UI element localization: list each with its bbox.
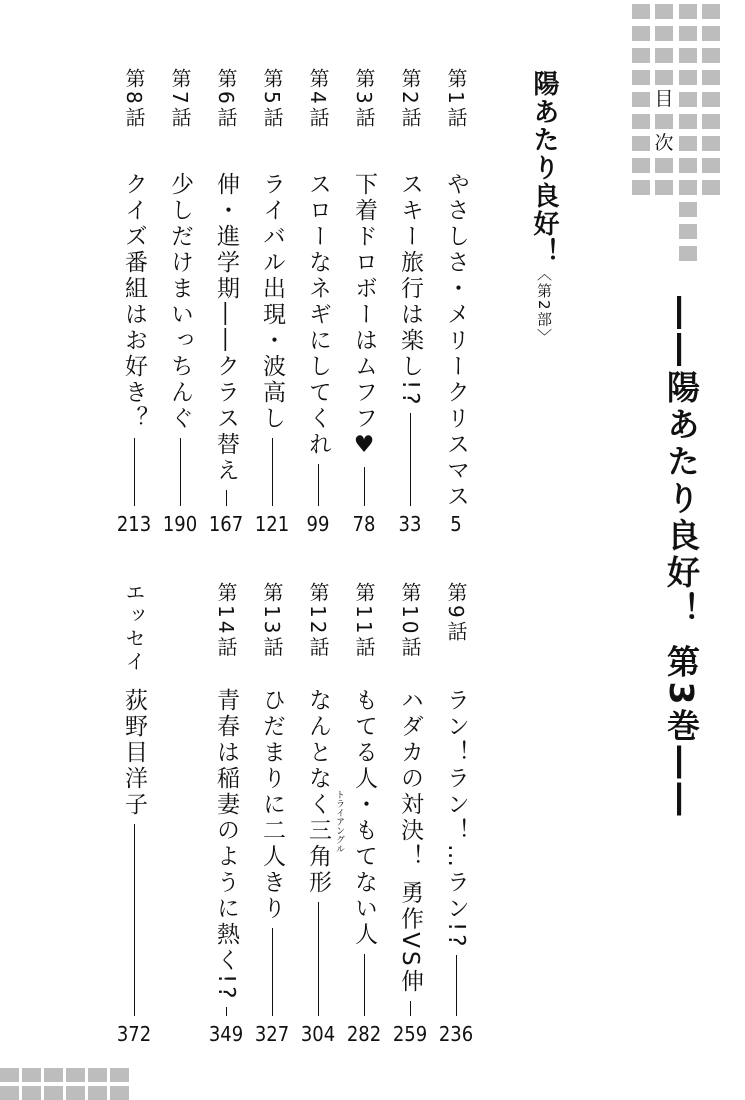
leader-line (318, 902, 319, 1016)
chapter-ruby: トライアングル (334, 790, 344, 853)
leader-line (226, 1007, 227, 1016)
grid-cell (679, 224, 697, 239)
chapter-title: スローなネギにしてくれ (305, 172, 331, 458)
grid-cell (632, 26, 650, 41)
toc-heading-char-2: 次 (654, 132, 674, 154)
chapter-label: 第9話 (444, 582, 468, 644)
chapter-title: 下着ドロボーはムフフ♥ (351, 172, 377, 461)
part-subtitle: 〈第2部〉 (535, 266, 553, 346)
strip-cell (0, 1086, 19, 1100)
grid-cell (679, 114, 697, 129)
grid-cell (702, 114, 720, 129)
chapter-label: 第10話 (398, 582, 422, 660)
chapter-page-number: 372 (116, 1022, 152, 1046)
grid-cell (655, 26, 673, 41)
grid-cell (655, 114, 673, 129)
chapter-title: 荻野目洋子 (121, 688, 147, 818)
grid-cell (679, 70, 697, 85)
chapter-page-number: 213 (116, 512, 152, 536)
grid-cell (702, 158, 720, 173)
chapter-page-number: 167 (208, 512, 244, 536)
chapter-title: なんとなく三角形 (305, 688, 331, 896)
strip-cell (66, 1086, 85, 1100)
chapter-label: 第2話 (398, 68, 422, 130)
strip-cell (44, 1068, 63, 1082)
bottom-decoration (0, 1068, 140, 1100)
leader-line (318, 464, 319, 506)
leader-line (410, 1001, 411, 1016)
grid-cell (702, 48, 720, 63)
chapter-label: 第3話 (352, 68, 376, 130)
chapter-label: 第7話 (168, 68, 192, 130)
grid-cell (632, 114, 650, 129)
chapter-label: 第1話 (444, 68, 468, 130)
part-title (526, 70, 563, 346)
chapter-title: ラン！ラン！…ラン!? (443, 688, 469, 950)
strip-cell (88, 1086, 107, 1100)
grid-cell (632, 136, 650, 151)
grid-cell (632, 180, 650, 195)
leader-line (272, 438, 273, 506)
chapter-label: 第6話 (214, 68, 238, 130)
chapter-title: 少しだけまいっちんぐ (167, 172, 193, 432)
grid-cell (679, 158, 697, 173)
leader-line (134, 824, 135, 1016)
leader-line (410, 413, 411, 506)
grid-cell (702, 92, 720, 107)
grid-cell (679, 246, 697, 261)
grid-cell (655, 180, 673, 195)
grid-cell (655, 48, 673, 63)
chapter-page-number: 33 (398, 512, 422, 536)
chapter-label: 第4話 (306, 68, 330, 130)
grid-cell (632, 70, 650, 85)
strip-cell (44, 1086, 63, 1100)
strip-cell (110, 1086, 129, 1100)
leader-line (226, 490, 227, 506)
leader-line (180, 438, 181, 506)
chapter-title: もてる人・もてない人 (351, 688, 377, 948)
toc-header-grid (632, 4, 744, 266)
chapter-label: 第12話 (306, 582, 330, 660)
leader-line (134, 438, 135, 506)
grid-cell (655, 4, 673, 19)
chapter-title: ハダカの対決！ 勇作VS伸 (397, 688, 423, 995)
chapter-title: ライバル出現・波高し (259, 172, 285, 432)
chapter-page-number: 304 (300, 1022, 336, 1046)
chapter-page-number: 349 (208, 1022, 244, 1046)
chapter-label: 第14話 (214, 582, 238, 660)
grid-cell (679, 92, 697, 107)
chapter-label: 第8話 (122, 68, 146, 130)
strip-cell (88, 1068, 107, 1082)
chapter-page-number: 282 (346, 1022, 382, 1046)
strip-cell (0, 1068, 19, 1082)
chapter-label: 第11話 (352, 582, 376, 660)
grid-cell (655, 158, 673, 173)
strip-cell (22, 1068, 41, 1082)
grid-cell (632, 48, 650, 63)
grid-cell (679, 26, 697, 41)
chapter-page-number: 99 (306, 512, 330, 536)
grid-cell (679, 202, 697, 217)
grid-cell (632, 4, 650, 19)
chapter-title: やさしさ・メリークリスマス (443, 172, 469, 510)
grid-cell (702, 136, 720, 151)
grid-cell (702, 70, 720, 85)
grid-cell (632, 158, 650, 173)
grid-cell (655, 70, 673, 85)
chapter-label: 第13話 (260, 582, 284, 660)
chapter-title: ひだまりに二人きり (259, 688, 285, 922)
chapter-page-number: 121 (254, 512, 290, 536)
leader-line (364, 467, 365, 506)
strip-cell (110, 1068, 129, 1082)
chapter-page-number: 5 (450, 512, 462, 536)
grid-cell (702, 4, 720, 19)
chapter-page-number: 78 (352, 512, 376, 536)
grid-cell (632, 92, 650, 107)
grid-cell (679, 4, 697, 19)
chapter-label: エッセイ (122, 582, 146, 674)
grid-cell (702, 26, 720, 41)
strip-cell (22, 1086, 41, 1100)
grid-cell (679, 136, 697, 151)
grid-cell (702, 180, 720, 195)
chapter-page-number: 259 (392, 1022, 428, 1046)
chapter-page-number: 236 (438, 1022, 474, 1046)
volume-title: ――陽あたり良好！ 第3巻―― (662, 296, 701, 820)
part-title-text: 陽あたり良好！ (529, 70, 559, 266)
leader-line (272, 928, 273, 1016)
chapter-title: 青春は稲妻のように熱く!? (213, 688, 239, 1002)
strip-cell (66, 1068, 85, 1082)
grid-cell (679, 48, 697, 63)
chapter-label: 第5話 (260, 68, 284, 130)
leader-line (456, 955, 457, 1016)
chapter-title: 伸・進学期――クラス替え (213, 172, 239, 484)
chapter-page-number: 327 (254, 1022, 290, 1046)
toc-heading-char-1: 目 (654, 88, 674, 110)
chapter-page-number: 190 (162, 512, 198, 536)
chapter-title: クイズ番組はお好き？ (121, 172, 147, 432)
leader-line (364, 954, 365, 1016)
grid-cell (679, 180, 697, 195)
chapter-title: スキー旅行は楽し!? (397, 172, 423, 408)
